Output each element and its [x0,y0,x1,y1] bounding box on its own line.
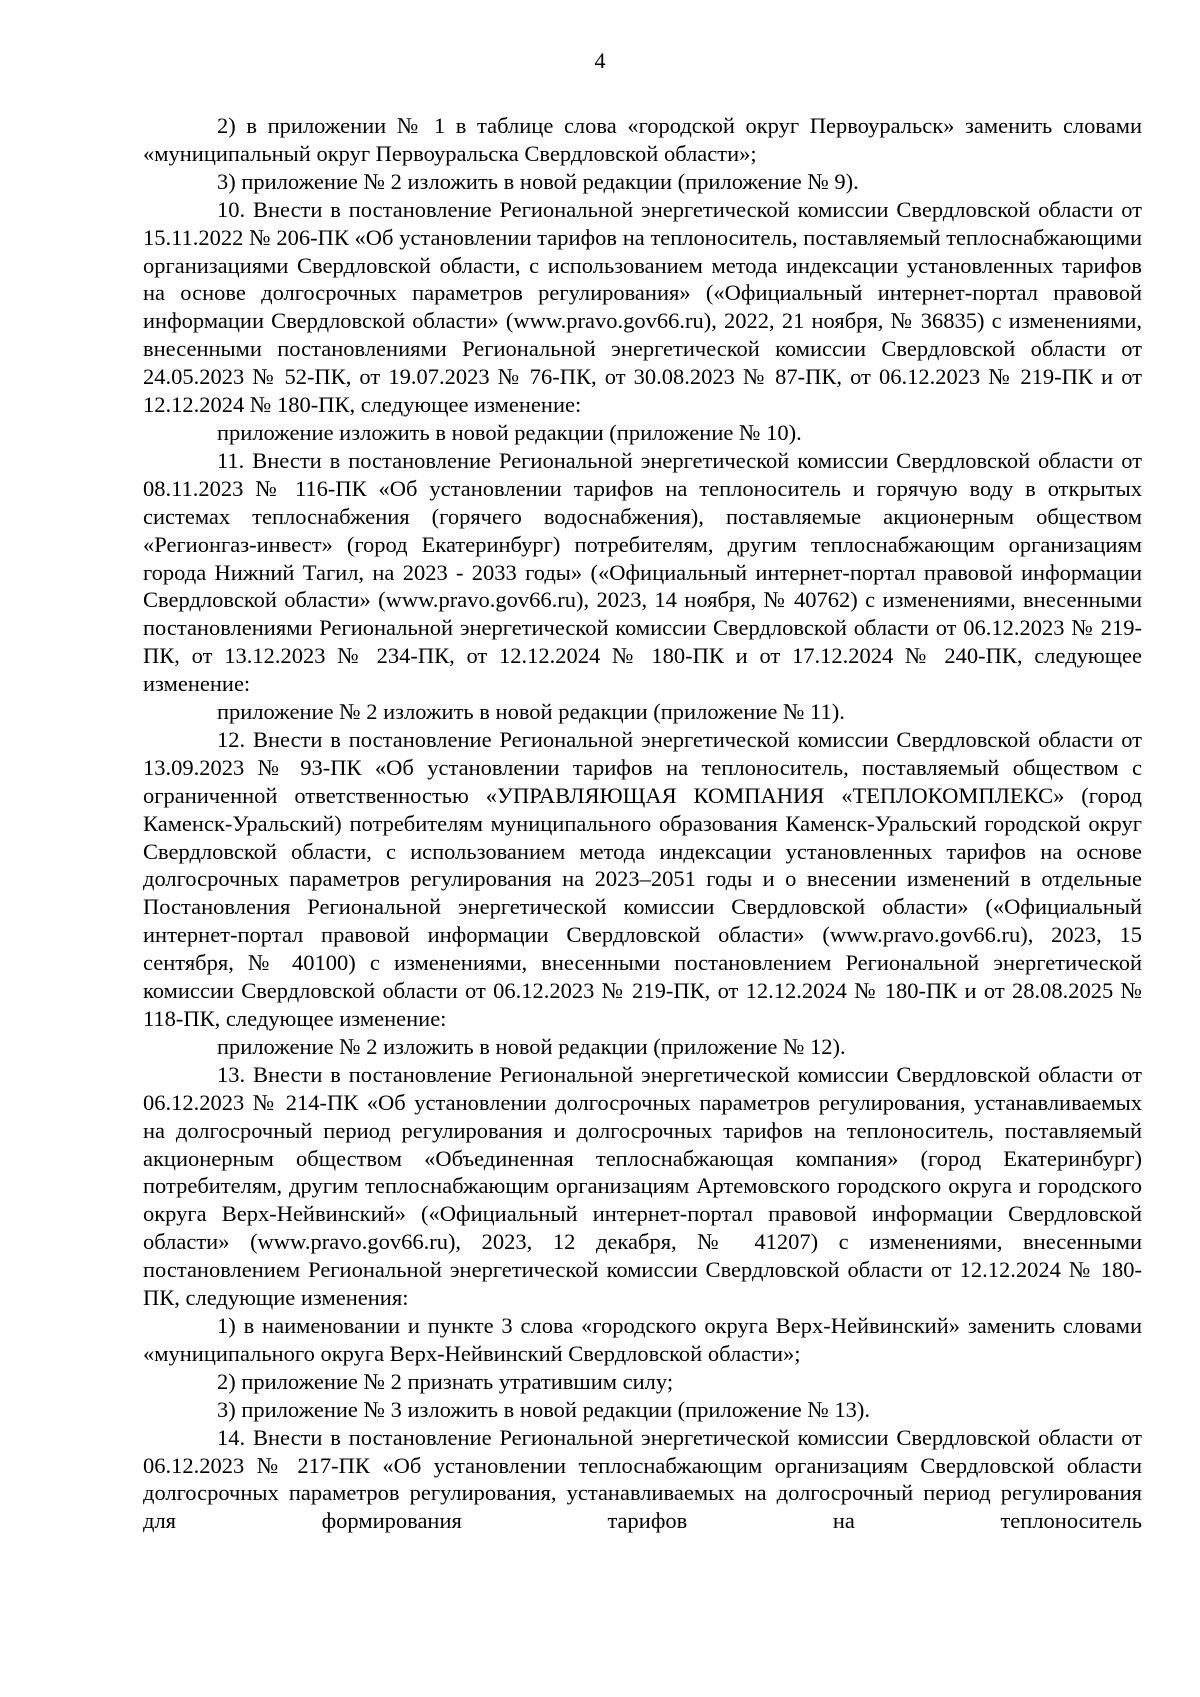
paragraph: 14. Внести в постановление Региональной энергетической комиссии Свердловской области от 06.12.2023 № 217-ПК «Об установлении теплоснабжающим организациям Свердловской области долгосрочных параметров регулирования, устанавливаемых на долгосрочный период регулирования для формирования тарифов на теплоноситель [143,1424,1142,1534]
page-number: 4 [594,48,606,73]
paragraph: приложение изложить в новой редакции (приложение № 10). [217,419,802,445]
paragraph: 2) в приложении № 1 в таблице слова «городской округ Первоуральск» заменить словами «муниципальный округ Первоуральска Свердловской области»; [143,113,1142,166]
paragraph: 13. Внести в постановление Региональной энергетической комиссии Свердловской области от 06.12.2023 № 214-ПК «Об установлении долгосрочных параметров регулирования, устанавливаемых на долгосрочный период регулирования и долгосрочных тарифов на теплоноситель, поставляемый акционерным обществом «Объединенная теплоснабжающая компания» (город Екатеринбург) потребителям, другим теплоснабжающим организациям Артемовского городского округа и городского округа Верх-Нейвинский» («Официальный интернет-портал правовой информации Свердловской области» (www.pravo.gov66.ru), 2023, 12 декабря, № 41207) с изменениями, внесенными постановлением Региональной энергетической комиссии Свердловской области от 12.12.2024 № 180-ПК, следующие изменения: [143,1061,1142,1311]
paragraph: 12. Внести в постановление Региональной энергетической комиссии Свердловской области от 13.09.2023 № 93-ПК «Об установлении тарифов на теплоноситель, поставляемый обществом с ограниченной ответственностью «УПРАВЛЯЮЩАЯ КОМПАНИЯ «ТЕПЛОКОМПЛЕКС» (город Каменск-Уральский) потребителям муниципального образования Каменск-Уральский городской округ Свердловской области, с использованием метода индексации установленных тарифов на основе долгосрочных параметров регулирования на 2023–2051 годы и о внесении изменений в отдельные Постановления Региональной энергетической комиссии Свердловской области» («Официальный интернет-портал правовой информации Свердловской области» (www.pravo.gov66.ru), 2023, 15 сентября, № 40100) с изменениями, внесенными постановлением Региональной энергетической комиссии Свердловской области от 06.12.2023 № 219-ПК, от 12.12.2024 № 180-ПК и от 28.08.2025 № 118-ПК, следующее изменение: [143,726,1142,1031]
paragraph: 2) приложение № 2 признать утратившим силу; [217,1368,674,1394]
paragraph: 10. Внести в постановление Региональной энергетической комиссии Свердловской области от 15.11.2022 № 206-ПК «Об установлении тарифов на теплоноситель, поставляемый теплоснабжающими организациями Свердловской области, с использованием метода индексации установленных тарифов на основе долгосрочных параметров регулирования» («Официальный интернет-портал правовой информации Свердловской области» (www.pravo.gov66.ru), 2022, 21 ноября, № 36835) с изменениями, внесенными постановлениями Региональной энергетической комиссии Свердловской области от 24.05.2023 № 52-ПК, от 19.07.2023 № 76-ПК, от 30.08.2023 № 87-ПК, от 06.12.2023 № 219-ПК и от 12.12.2024 № 180-ПК, следующее изменение: [143,196,1142,418]
document-body [143,112,1142,1535]
paragraph: 3) приложение № 2 изложить в новой редакции (приложение № 9). [217,168,859,194]
paragraph: 11. Внести в постановление Региональной энергетической комиссии Свердловской области от 08.11.2023 № 116-ПК «Об установлении тарифов на теплоноситель и горячую воду в открытых системах теплоснабжения (горячего водоснабжения), поставляемые акционерным обществом «Регионгаз-инвест» (город Екатеринбург) потребителям, другим теплоснабжающим организациям города Нижний Тагил, на 2023 - 2033 годы» («Официальный интернет-портал правовой информации Свердловской области» (www.pravo.gov66.ru), 2023, 14 ноября, № 40762) с изменениями, внесенными постановлениями Региональной энергетической комиссии Свердловской области от 06.12.2023 № 219-ПК, от 13.12.2023 № 234-ПК, от 12.12.2024 № 180-ПК и от 17.12.2024 № 240-ПК, следующее изменение: [143,447,1142,697]
paragraph: 1) в наименовании и пункте 3 слова «городского округа Верх-Нейвинский» заменить словами «муниципального округа Верх-Нейвинский Свердловской области»; [143,1312,1142,1366]
paragraph: приложение № 2 изложить в новой редакции (приложение № 11). [217,699,845,725]
paragraph: приложение № 2 изложить в новой редакции (приложение № 12). [217,1033,846,1059]
paragraph: 3) приложение № 3 изложить в новой редакции (приложение № 13). [217,1396,871,1422]
